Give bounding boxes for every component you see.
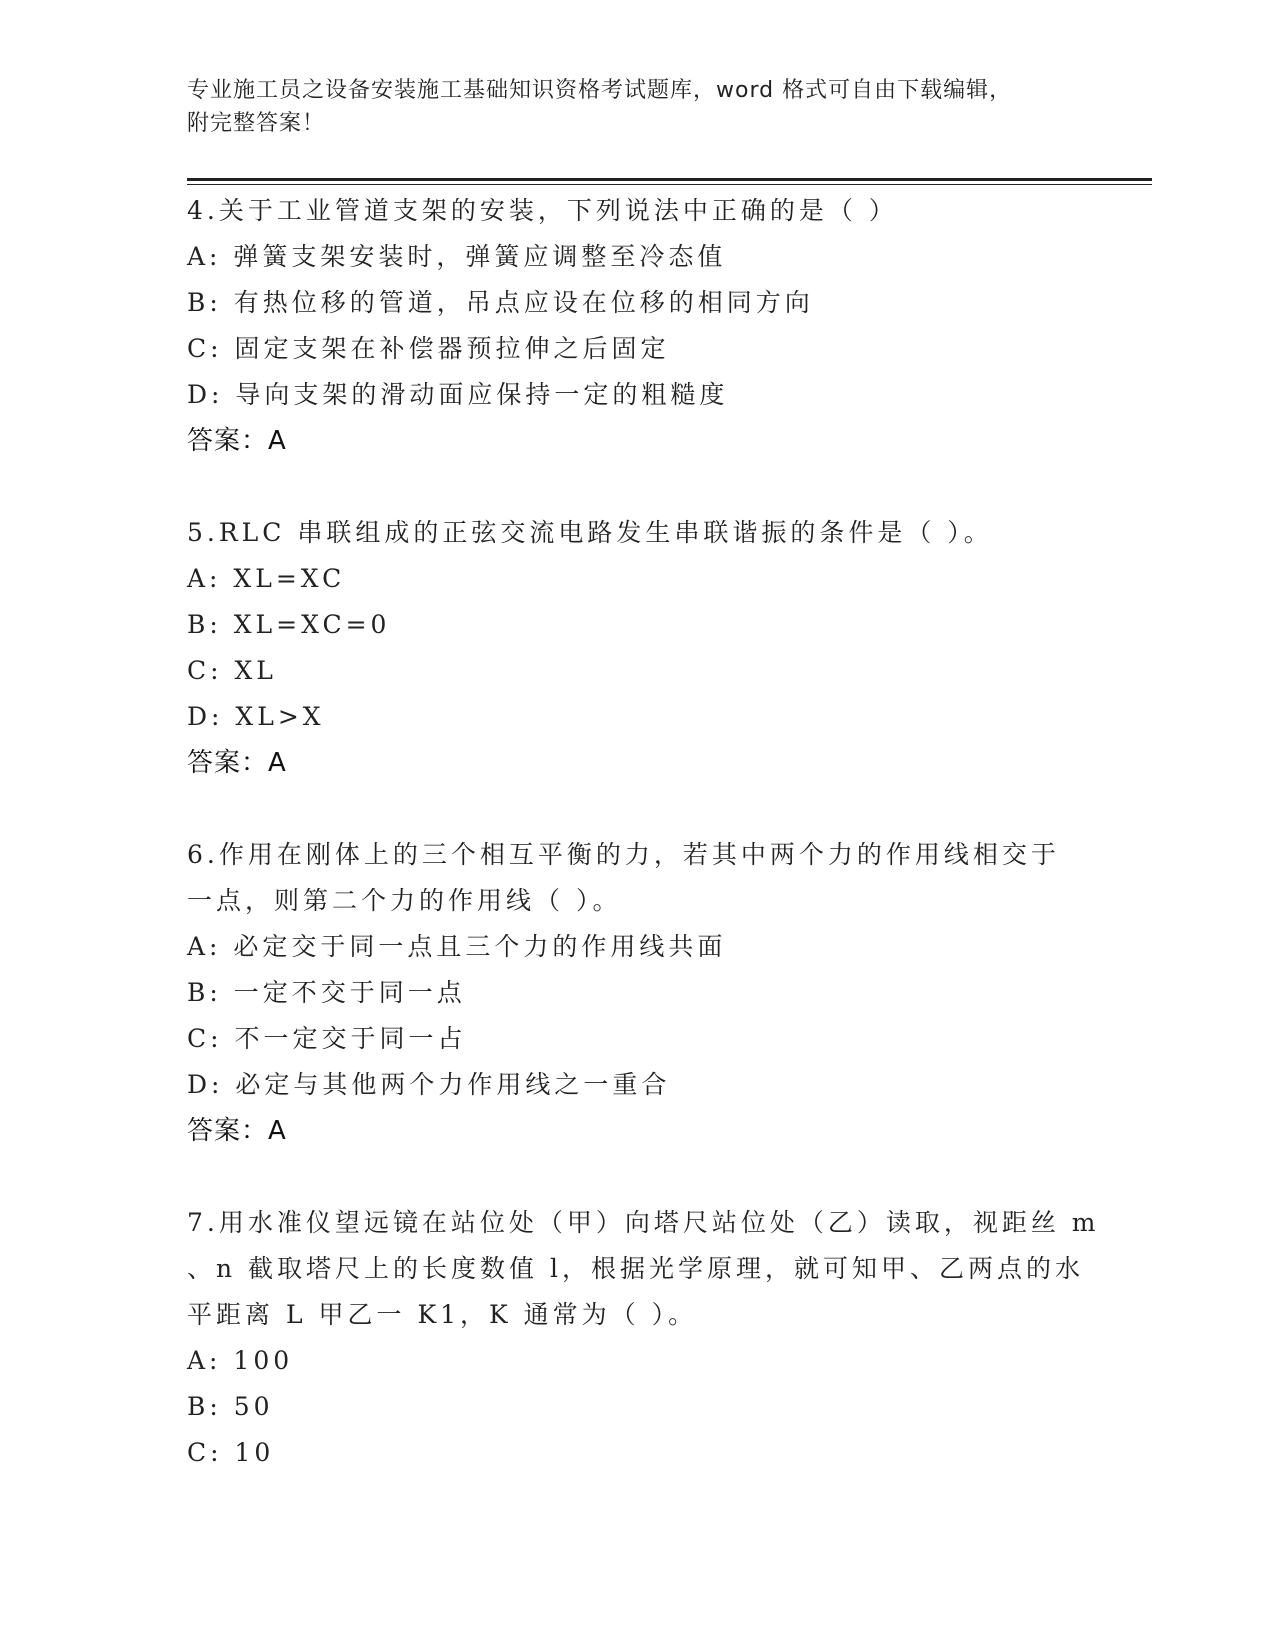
option-a: A: 100	[187, 1346, 294, 1375]
header-line-1: 专业施工员之设备安装施工基础知识资格考试题库，word 格式可自由下载编辑，	[187, 78, 1013, 103]
question-text-line-1: 6.作用在刚体上的三个相互平衡的力，若其中两个力的作用线相交于	[187, 840, 1060, 869]
question-text-line-2: 、n 截取塔尺上的长度数值 l，根据光学原理，就可知甲、乙两点的水	[187, 1254, 1084, 1283]
option-b: B: XL=XC=0	[187, 610, 391, 639]
option-c: C: 固定支架在补偿器预拉伸之后固定	[187, 334, 670, 363]
option-b: B: 一定不交于同一点	[187, 978, 466, 1007]
option-c: C: XL	[187, 656, 277, 685]
question-text-line-2: 一点，则第二个力的作用线（ ）。	[187, 886, 622, 915]
question-text: 4.关于工业管道支架的安装，下列说法中正确的是（ ）	[187, 196, 898, 225]
option-d: D: 导向支架的滑动面应保持一定的粗糙度	[187, 380, 729, 409]
option-b: B: 有热位移的管道，吊点应设在位移的相同方向	[187, 288, 814, 317]
header-rule-thin	[187, 184, 1152, 185]
question-list	[187, 188, 1107, 1522]
question-text: 5.RLC 串联组成的正弦交流电路发生串联谐振的条件是（ ）。	[187, 518, 993, 547]
document-header	[187, 74, 1067, 140]
question-4	[187, 188, 1107, 464]
question-text-line-3: 平距离 L 甲乙一 K1，K 通常为（ ）。	[187, 1300, 698, 1329]
option-c: C: 10	[187, 1438, 275, 1467]
option-d: D: XL>X	[187, 702, 325, 731]
answer-line: 答案：A	[187, 748, 287, 778]
answer-line: 答案：A	[187, 1116, 287, 1146]
answer-line: 答案：A	[187, 426, 287, 456]
option-d: D: 必定与其他两个力作用线之一重合	[187, 1070, 671, 1099]
question-text-line-1: 7.用水准仪望远镜在站位处（甲）向塔尺站位处（乙）读取，视距丝 m	[187, 1208, 1100, 1237]
header-rule-thick	[187, 178, 1152, 181]
option-a: A: 弹簧支架安装时，弹簧应调整至冷态值	[187, 242, 727, 271]
question-5	[187, 510, 1107, 786]
question-6	[187, 832, 1107, 1154]
option-b: B: 50	[187, 1392, 274, 1421]
header-line-2: 附完整答案！	[187, 111, 326, 136]
question-7	[187, 1200, 1107, 1476]
option-a: A: 必定交于同一点且三个力的作用线共面	[187, 932, 727, 961]
option-c: C: 不一定交于同一占	[187, 1024, 467, 1053]
option-a: A: XL=XC	[187, 564, 346, 593]
